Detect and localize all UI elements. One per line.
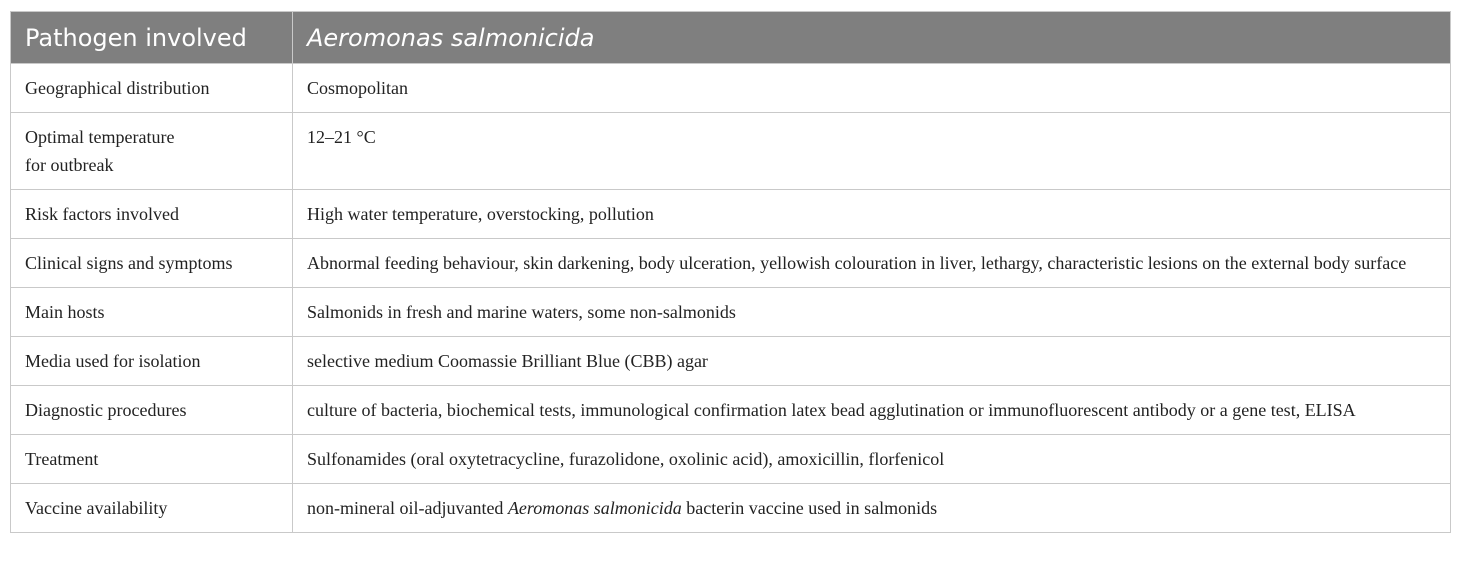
- row-label-line2: for outbreak: [25, 155, 114, 175]
- row-label: Geographical distribution: [11, 64, 293, 113]
- row-label: Diagnostic procedures: [11, 386, 293, 435]
- row-value: Cosmopolitan: [293, 64, 1451, 113]
- table-header: [11, 12, 1451, 64]
- row-value-post: bacterin vaccine used in salmonids: [681, 498, 938, 518]
- pathogen-table-container: [10, 11, 1450, 533]
- row-value: [293, 484, 1451, 533]
- row-value: culture of bacteria, biochemical tests, immunological confirmation latex bead agglutination or immunofluorescent antibody or a gene test, ELISA: [293, 386, 1451, 435]
- table-row: [11, 239, 1451, 288]
- table-row: [11, 484, 1451, 533]
- row-value: Salmonids in fresh and marine waters, some non-salmonids: [293, 288, 1451, 337]
- table-row: [11, 337, 1451, 386]
- row-value: Abnormal feeding behaviour, skin darkening, body ulceration, yellowish colouration in liver, lethargy, characteristic lesions on the external body surface: [293, 239, 1451, 288]
- row-value: Sulfonamides (oral oxytetracycline, furazolidone, oxolinic acid), amoxicillin, florfenicol: [293, 435, 1451, 484]
- row-label: Treatment: [11, 435, 293, 484]
- table-row: [11, 190, 1451, 239]
- row-label: Vaccine availability: [11, 484, 293, 533]
- row-label: Risk factors involved: [11, 190, 293, 239]
- row-label: Clinical signs and symptoms: [11, 239, 293, 288]
- row-value: selective medium Coomassie Brilliant Blue (CBB) agar: [293, 337, 1451, 386]
- header-row: [11, 12, 1451, 64]
- row-label: Media used for isolation: [11, 337, 293, 386]
- table-body: [11, 64, 1451, 533]
- header-pathogen-name: Aeromonas salmonicida: [293, 12, 1451, 64]
- table-row: [11, 113, 1451, 190]
- row-label: [11, 113, 293, 190]
- table-row: [11, 435, 1451, 484]
- pathogen-table: [10, 11, 1451, 533]
- row-value-pre: non-mineral oil-adjuvanted: [307, 498, 508, 518]
- table-row: [11, 64, 1451, 113]
- row-label: Main hosts: [11, 288, 293, 337]
- table-row: [11, 288, 1451, 337]
- header-pathogen-involved: Pathogen involved: [11, 12, 293, 64]
- table-row: [11, 386, 1451, 435]
- row-value: 12–21 °C: [293, 113, 1451, 190]
- row-label-line1: Optimal temperature: [25, 127, 175, 147]
- row-value-italic-species: Aeromonas salmonicida: [507, 498, 682, 518]
- row-value: High water temperature, overstocking, pollution: [293, 190, 1451, 239]
